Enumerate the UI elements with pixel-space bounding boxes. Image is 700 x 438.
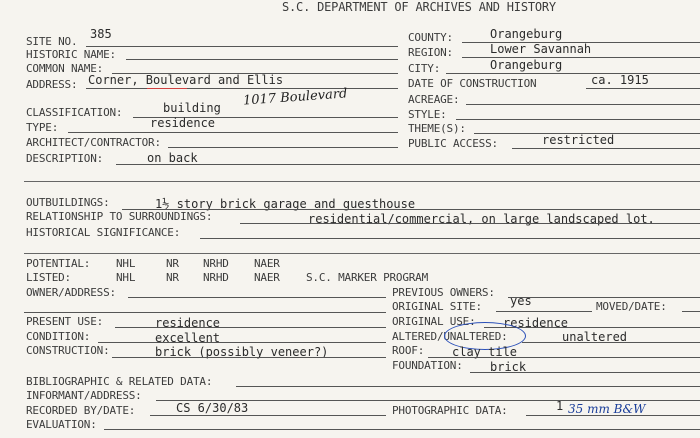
significance-line-2: [24, 253, 700, 254]
listed-label: LISTED:: [26, 271, 71, 284]
description-line: [116, 164, 700, 165]
themes-label: THEME(S):: [408, 122, 466, 135]
informant-label: INFORMANT/ADDRESS:: [26, 389, 142, 402]
city-label: CITY:: [408, 62, 441, 75]
present-use-line: [115, 327, 386, 328]
type-line: [68, 132, 398, 133]
region-value: Lower Savannah: [490, 42, 592, 56]
owner-address-label: OWNER/ADDRESS:: [26, 286, 116, 299]
historic-name-line: [126, 59, 398, 60]
construction-label: CONSTRUCTION:: [26, 344, 110, 357]
original-site-line: [496, 311, 592, 312]
moved-date-label: MOVED/DATE:: [596, 300, 667, 313]
bibliographic-label: BIBLIOGRAPHIC & RELATED DATA:: [26, 375, 213, 388]
site-no-line: [86, 46, 398, 47]
region-label: REGION:: [408, 46, 453, 59]
date-construction-line: [586, 88, 700, 89]
photographic-line: [526, 415, 700, 416]
acreage-label: ACREAGE:: [408, 93, 460, 106]
type-value: residence: [150, 116, 216, 130]
relationship-value: residential/commercial, on large landscaped lot.: [308, 212, 655, 226]
foundation-label: FOUNDATION:: [392, 359, 463, 372]
altered-value: unaltered: [562, 330, 628, 344]
description-line-2: [24, 181, 700, 182]
foundation-line: [470, 372, 700, 373]
recorded-value: CS 6/30/83: [176, 401, 249, 415]
historic-name-label: HISTORIC NAME:: [26, 48, 116, 61]
construction-value: brick (possibly veneer?): [155, 345, 329, 359]
marker-program: S.C. MARKER PROGRAM: [306, 271, 429, 284]
bibliographic-line: [236, 386, 700, 387]
owner-address-line: [128, 297, 386, 298]
address-line: [86, 88, 398, 89]
owner-address-line-2: [24, 312, 386, 313]
style-line: [456, 119, 700, 120]
city-line: [446, 73, 700, 74]
county-label: COUNTY:: [408, 31, 453, 44]
architect-line: [168, 147, 398, 148]
relationship-label: RELATIONSHIP TO SURROUNDINGS:: [26, 210, 213, 223]
original-site-label: ORIGINAL SITE:: [392, 300, 482, 313]
classification-label: CLASSIFICATION:: [26, 106, 123, 119]
site-no-label: SITE NO.: [26, 35, 78, 48]
outbuildings-label: OUTBUILDINGS:: [26, 196, 110, 209]
listed-naer: NAER: [254, 271, 280, 284]
previous-owners-label: PREVIOUS OWNERS:: [392, 286, 495, 299]
roof-label: ROOF:: [392, 344, 425, 357]
public-access-label: PUBLIC ACCESS:: [408, 137, 498, 150]
condition-value: excellent: [155, 331, 221, 345]
recorded-label: RECORDED BY/DATE:: [26, 404, 136, 417]
listed-nhl: NHL: [116, 271, 136, 284]
date-construction-value: ca. 1915: [591, 73, 649, 87]
architect-label: ARCHITECT/CONTRACTOR:: [26, 136, 161, 149]
type-label: TYPE:: [26, 121, 59, 134]
potential-naer: NAER: [254, 257, 280, 270]
potential-nr: NR: [166, 257, 179, 270]
form-title: S.C. DEPARTMENT OF ARCHIVES AND HISTORY: [282, 0, 556, 14]
evaluation-label: EVALUATION:: [26, 418, 97, 431]
photographic-label: PHOTOGRAPHIC DATA:: [392, 404, 508, 417]
moved-date-line: [682, 311, 700, 312]
style-label: STYLE:: [408, 108, 447, 121]
condition-label: CONDITION:: [26, 330, 91, 343]
recorded-line: [150, 415, 386, 416]
previous-owners-line: [508, 297, 700, 298]
address-label: ADDRESS:: [26, 78, 78, 91]
listed-nr: NR: [166, 271, 179, 284]
description-label: DESCRIPTION:: [26, 152, 104, 165]
acreage-line: [466, 104, 700, 105]
public-access-line: [512, 148, 700, 149]
construction-line: [112, 357, 386, 358]
foundation-value: brick: [490, 360, 527, 374]
roof-value: clay tile: [452, 345, 518, 359]
public-access-value: restricted: [542, 133, 615, 147]
potential-nhl: NHL: [116, 257, 136, 270]
condition-line: [98, 342, 386, 343]
listed-nrhd: NRHD: [203, 271, 229, 284]
spell-underline: [147, 88, 187, 89]
original-use-value: residence: [503, 316, 569, 330]
common-name-label: COMMON NAME:: [26, 62, 104, 75]
potential-nrhd: NRHD: [203, 257, 229, 270]
classification-value: building: [163, 101, 221, 115]
address-value: Corner, Boulevard and Ellis: [88, 73, 284, 87]
significance-label: HISTORICAL SIGNIFICANCE:: [26, 226, 181, 239]
potential-label: POTENTIAL:: [26, 257, 91, 270]
significance-line: [200, 238, 700, 239]
original-use-label: ORIGINAL USE:: [392, 315, 476, 328]
description-value: on back: [147, 151, 198, 165]
original-site-value: yes: [510, 294, 532, 308]
photographic-handwritten: 35 mm B&W: [568, 402, 646, 416]
evaluation-line: [104, 429, 700, 430]
altered-line: [522, 342, 700, 343]
present-use-label: PRESENT USE:: [26, 315, 104, 328]
site-no-value: 385: [90, 27, 112, 41]
altered-label: ALTERED/UNALTERED:: [392, 330, 508, 343]
relationship-line: [240, 223, 700, 224]
county-value: Orangeburg: [490, 27, 563, 41]
present-use-value: residence: [155, 316, 221, 330]
address-handwritten: 1017 Boulevard: [242, 86, 348, 109]
city-value: Orangeburg: [490, 58, 563, 72]
roof-line: [428, 357, 700, 358]
date-construction-label: DATE OF CONSTRUCTION: [408, 77, 537, 90]
outbuildings-value: 1½ story brick garage and guesthouse: [155, 197, 416, 211]
photographic-value: 1: [556, 399, 564, 413]
